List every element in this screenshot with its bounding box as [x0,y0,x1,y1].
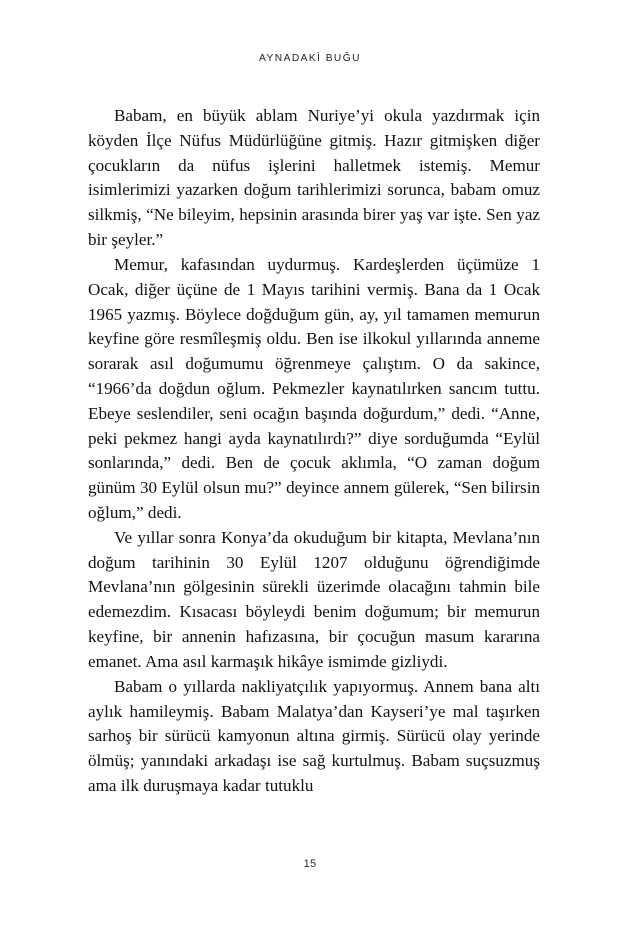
page-number: 15 [303,858,317,870]
running-header: AYNADAKİ BUĞU [259,53,361,64]
body-paragraph: Ve yıllar sonra Konya’da okuduğum bir kitapta, Mevlana’nın doğum tarihinin 30 Eylül 1207 olduğunu öğrendiğimde Mevlana’nın gölgesinin sürekli üzerimde olacağını tahmin bile edemezdim. Kısacası böyleydi benim doğumum; bir memurun keyfine, bir annenin hafızasına, bir çocuğun masum kararına emanet. Ama asıl karmaşık hikâye ismimde gizliydi. [88,527,540,671]
body-paragraph: Babam, en büyük ablam Nuriye’yi okula yazdırmak için köyden İlçe Nüfus Müdürlüğüne gitmiş. Hazır gitmişken diğer çocukların da nüfus işlerini halletmek istemiş. Memur isimlerimizi yazarken doğum tarihlerimizi sorunca, babam omuz silkmiş, “Ne bileyim, hepsinin arasında birer yaş var işte. Sen yaz bir şeyler.” [88,106,540,250]
body-text-block [88,104,540,799]
body-paragraph: Babam o yıllarda nakliyatçılık yapıyormuş. Annem bana altı aylık hamileymiş. Babam Malatya’dan Kayseri’ye mal taşırken sarhoş bir sürücü kamyonun altına girmiş. Sürücü olay yerinde ölmüş; yanındaki arkadaşı ise sağ kurtulmuş. Babam suçsuzmuş ama ilk duruşmaya kadar tutuklu [88,676,540,795]
body-paragraph: Memur, kafasından uydurmuş. Kardeşlerden üçümüze 1 Ocak, diğer üçüne de 1 Mayıs tarihini vermiş. Bana da 1 Ocak 1965 yazmış. Böylece doğduğum gün, ay, yıl tamamen memurun keyfine göre resmîleşmiş oldu. Ben ise ilkokul yıllarında anneme sorarak asıl doğumumu öğrenmeye çalıştım. O da sakince, “1966’da doğdun oğlum. Pekmezler kaynatılırken sancım tuttu. Ebeye seslendiler, seni ocağın başında doğurdum,” dedi. “Anne, peki pekmez hangi ayda kaynatılırdı?” diye sorduğumda “Eylül sonlarında,” dedi. Ben de çocuk aklımla, “O zaman doğum günüm 30 Eylül olsun mu?” deyince annem gülerek, “Sen bilirsin oğlum,” dedi. [88,254,540,522]
